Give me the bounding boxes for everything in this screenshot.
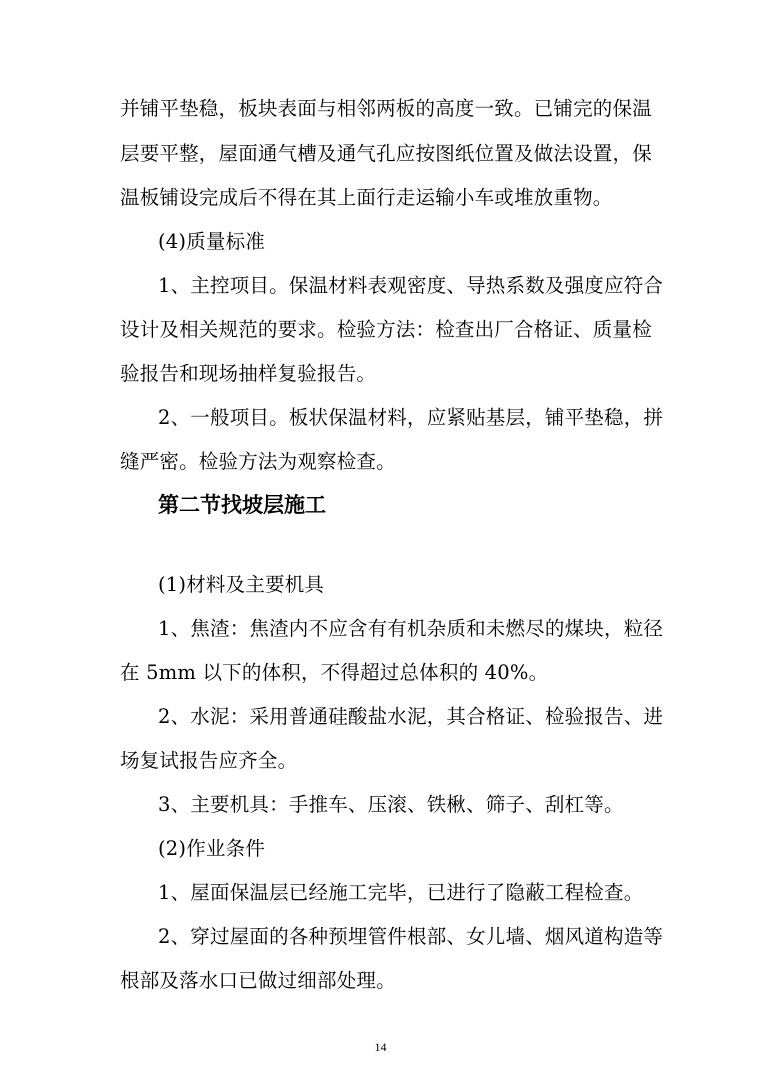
paragraph-line: 3、主要机具：手推车、压滚、铁楸、筛子、刮杠等。 (158, 793, 624, 816)
paragraph-line: 层要平整，屋面通气槽及通气孔应按图纸位置及做法设置，保 (120, 142, 652, 165)
paragraph-line: 1、屋面保温层已经施工完毕，已进行了隐蔽工程检查。 (158, 881, 644, 904)
paragraph-line: 验报告和现场抽样复验报告。 (120, 362, 377, 385)
section-heading: 第二节找坡层施工 (158, 493, 326, 517)
paragraph-line: 1、主控项目。保温材料表观密度、导热系数及强度应符合 (158, 274, 664, 297)
paragraph-line: 1、焦渣：焦渣内不应含有有机杂质和未燃尽的煤块，粒径 (158, 617, 664, 640)
paragraph-line: 2、一般项目。板状保温材料，应紧贴基层，铺平垫稳，拼 (158, 406, 664, 429)
paragraph-line: 根部及落水口已做过细部处理。 (120, 969, 396, 992)
paragraph-line: 2、穿过屋面的各种预埋管件根部、女儿墙、烟风道构造等 (158, 925, 664, 948)
paragraph-line: 设计及相关规范的要求。检验方法：检查出厂合格证、质量检 (120, 318, 652, 341)
paragraph-line: 场复试报告应齐全。 (120, 749, 298, 772)
paragraph-line: 2、水泥：采用普通硅酸盐水泥，其合格证、检验报告、进 (158, 705, 664, 728)
paragraph-line: 在 5mm 以下的体积，不得超过总体积的 40%。 (120, 661, 549, 684)
paragraph-line: 温板铺设完成后不得在其上面行走运输小车或堆放重物。 (120, 186, 613, 209)
materials-title: (1)材料及主要机具 (158, 573, 325, 596)
paragraph-line: 并铺平垫稳，板块表面与相邻两板的高度一致。已铺完的保温 (120, 97, 652, 120)
page-number: 14 (374, 1040, 387, 1054)
paragraph-line: 缝严密。检验方法为观察检查。 (120, 450, 396, 473)
quality-standard-title: (4)质量标准 (158, 230, 266, 253)
conditions-title: (2)作业条件 (158, 837, 266, 860)
